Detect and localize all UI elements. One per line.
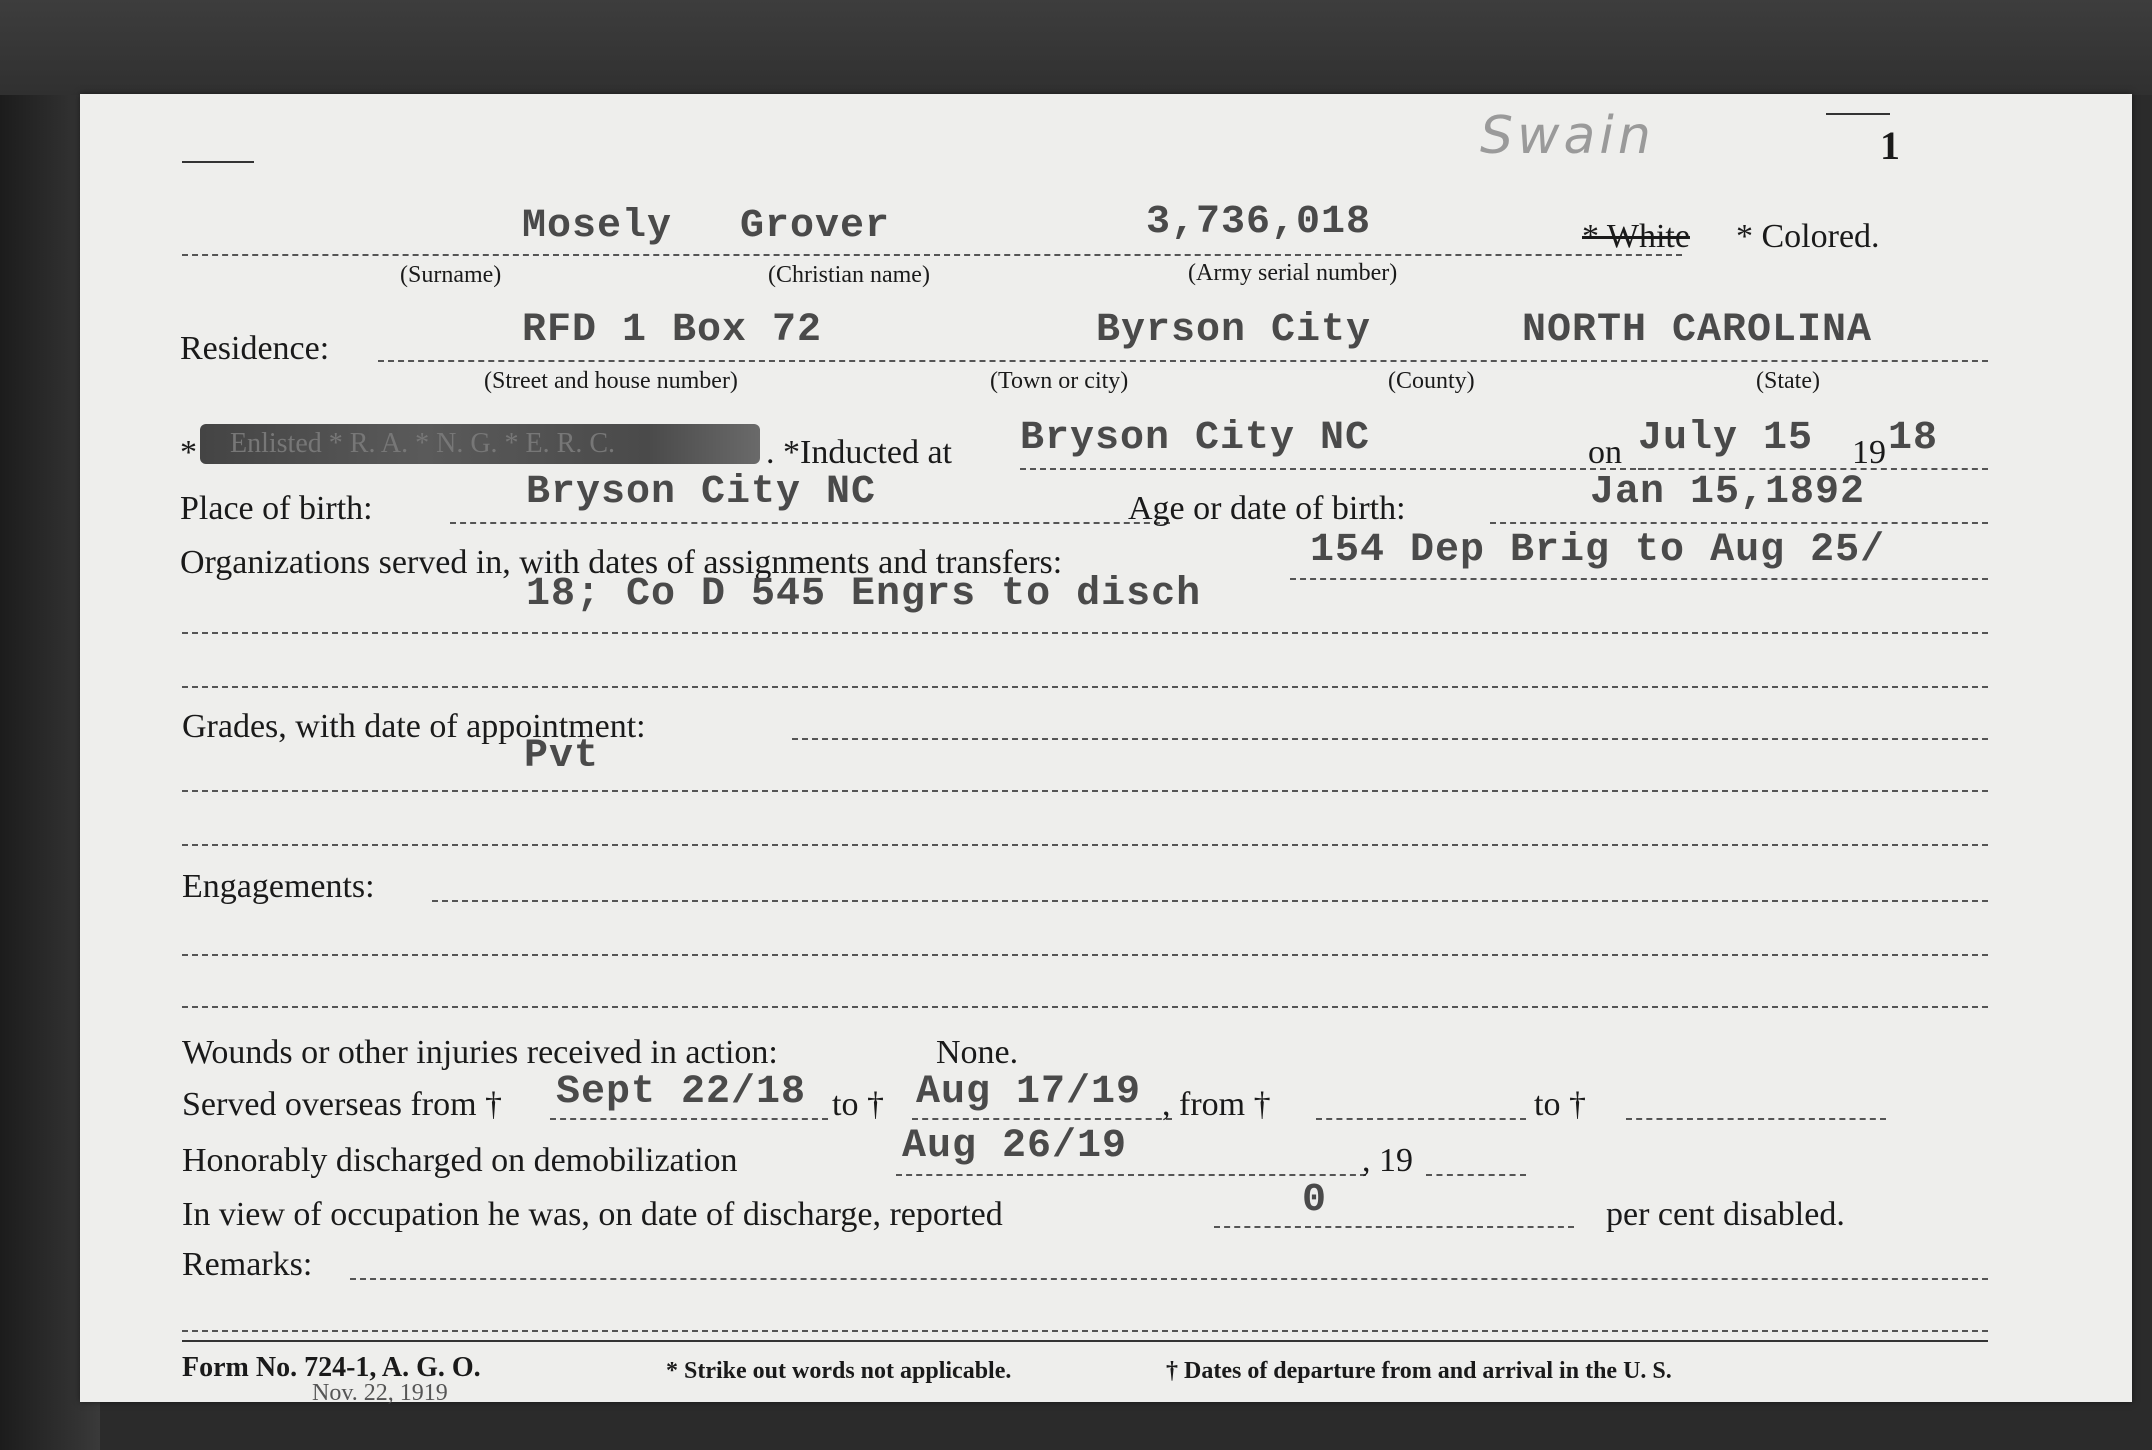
serial-number-value: 3,736,018: [1146, 200, 1372, 245]
disability-line: [1214, 1226, 1574, 1228]
county-caption: (County): [1388, 368, 1475, 394]
disability-value: 0: [1302, 1178, 1328, 1223]
organizations-label: Organizations served in, with dates of assignments and transfers:: [180, 544, 1063, 581]
residence-street-value: RFD 1 Box 72: [522, 308, 823, 353]
race-white: * White: [1582, 218, 1690, 255]
top-right-rule: [1826, 113, 1890, 115]
organizations-value-1: 154 Dep Brig to Aug 25/: [1310, 528, 1886, 573]
served-overseas-label: Served overseas from †: [182, 1086, 503, 1123]
form-date: Nov. 22, 1919: [312, 1380, 448, 1406]
residence-state-value: NORTH CAROLINA: [1522, 308, 1873, 353]
serial-caption: (Army serial number): [1188, 260, 1398, 286]
inducted-date-value: July 15: [1638, 416, 1814, 461]
discharged-line: [896, 1174, 1366, 1176]
percent-label: per cent disabled.: [1606, 1196, 1845, 1233]
surname-caption: (Surname): [400, 262, 502, 288]
county-handwritten-note: Swain: [1480, 106, 1655, 166]
residence-town-value: Byrson City: [1096, 308, 1372, 353]
inducted-place-line: [1020, 468, 1646, 470]
on-label: on: [1588, 434, 1622, 471]
engagements-line-1: [432, 900, 1988, 902]
asterisk-mark: *: [180, 434, 197, 471]
organizations-value-2: 18; Co D 545 Engrs to disch: [526, 572, 1202, 617]
footnote-strike: * Strike out words not applicable.: [666, 1358, 1012, 1384]
grades-value: Pvt: [524, 734, 600, 779]
overseas-to-value: Aug 17/19: [916, 1070, 1142, 1115]
dob-line: [1490, 522, 1988, 524]
age-or-dob-label: Age or date of birth:: [1128, 490, 1406, 527]
christian-name-value: Grover: [740, 204, 891, 249]
discharged-value: Aug 26/19: [902, 1124, 1128, 1169]
engagements-line-2: [182, 954, 1988, 956]
residence-label: Residence:: [180, 330, 330, 367]
place-of-birth-value: Bryson City NC: [526, 470, 877, 515]
inducted-year-printed: 19: [1852, 434, 1886, 471]
town-caption: (Town or city): [990, 368, 1129, 394]
top-left-rule: [182, 161, 254, 163]
discharged-year-prefix: , 19: [1362, 1142, 1413, 1179]
overseas-to-label: to †: [832, 1086, 884, 1123]
overseas-from-line: [550, 1118, 828, 1120]
overseas-from-value: Sept 22/18: [556, 1070, 807, 1115]
organizations-line-2: [182, 632, 1988, 634]
grades-line-3: [182, 844, 1988, 846]
remarks-line-2: [182, 1330, 1988, 1332]
card-number: 1: [1880, 123, 1900, 168]
wounds-value: None.: [936, 1034, 1019, 1071]
race-colored: * Colored.: [1736, 218, 1880, 255]
service-record-card: [80, 94, 2132, 1406]
footnote-dates: † Dates of departure from and arrival in the U. S.: [1166, 1358, 1672, 1384]
overseas-from2-label: , from †: [1162, 1086, 1271, 1123]
street-caption: (Street and house number): [484, 368, 738, 394]
place-of-birth-label: Place of birth:: [180, 490, 373, 527]
residence-line: [378, 360, 1988, 362]
christian-name-caption: (Christian name): [768, 262, 930, 288]
grades-label: Grades, with date of appointment:: [182, 708, 646, 745]
enlisted-label: Enlisted * R. A. * N. G. * E. R. C.: [230, 428, 616, 459]
engagements-label: Engagements:: [182, 868, 375, 905]
place-of-birth-line: [450, 522, 1170, 524]
remarks-label: Remarks:: [182, 1246, 313, 1283]
inducted-year-typed: 18: [1888, 416, 1939, 461]
remarks-line-1: [350, 1278, 1988, 1280]
form-number: Form No. 724-1, A. G. O.: [182, 1352, 481, 1383]
background-top: [0, 0, 2152, 95]
discharged-label: Honorably discharged on demobilization: [182, 1142, 738, 1179]
name-line: [182, 254, 1682, 256]
inducted-place-value: Bryson City NC: [1020, 416, 1371, 461]
organizations-line-1: [1290, 578, 1988, 580]
dob-value: Jan 15,1892: [1590, 470, 1866, 515]
surname-value: Mosely: [522, 204, 673, 249]
overseas-to2-label: to †: [1534, 1086, 1586, 1123]
organizations-line-3: [182, 686, 1988, 688]
overseas-to2-line: [1626, 1118, 1886, 1120]
inducted-at-label: . *Inducted at: [766, 434, 952, 471]
engagements-line-3: [182, 1006, 1988, 1008]
redacted-enlisted-block: [200, 424, 760, 464]
footer-rule: [182, 1340, 1988, 1342]
grades-line-1: [792, 738, 1988, 740]
wounds-label: Wounds or other injuries received in action:: [182, 1034, 778, 1071]
overseas-to-line: [912, 1118, 1172, 1120]
overseas-from2-line: [1316, 1118, 1526, 1120]
state-caption: (State): [1756, 368, 1820, 394]
discharged-year-line: [1426, 1174, 1526, 1176]
occupation-label: In view of occupation he was, on date of discharge, reported: [182, 1196, 1003, 1233]
grades-line-2: [182, 790, 1988, 792]
